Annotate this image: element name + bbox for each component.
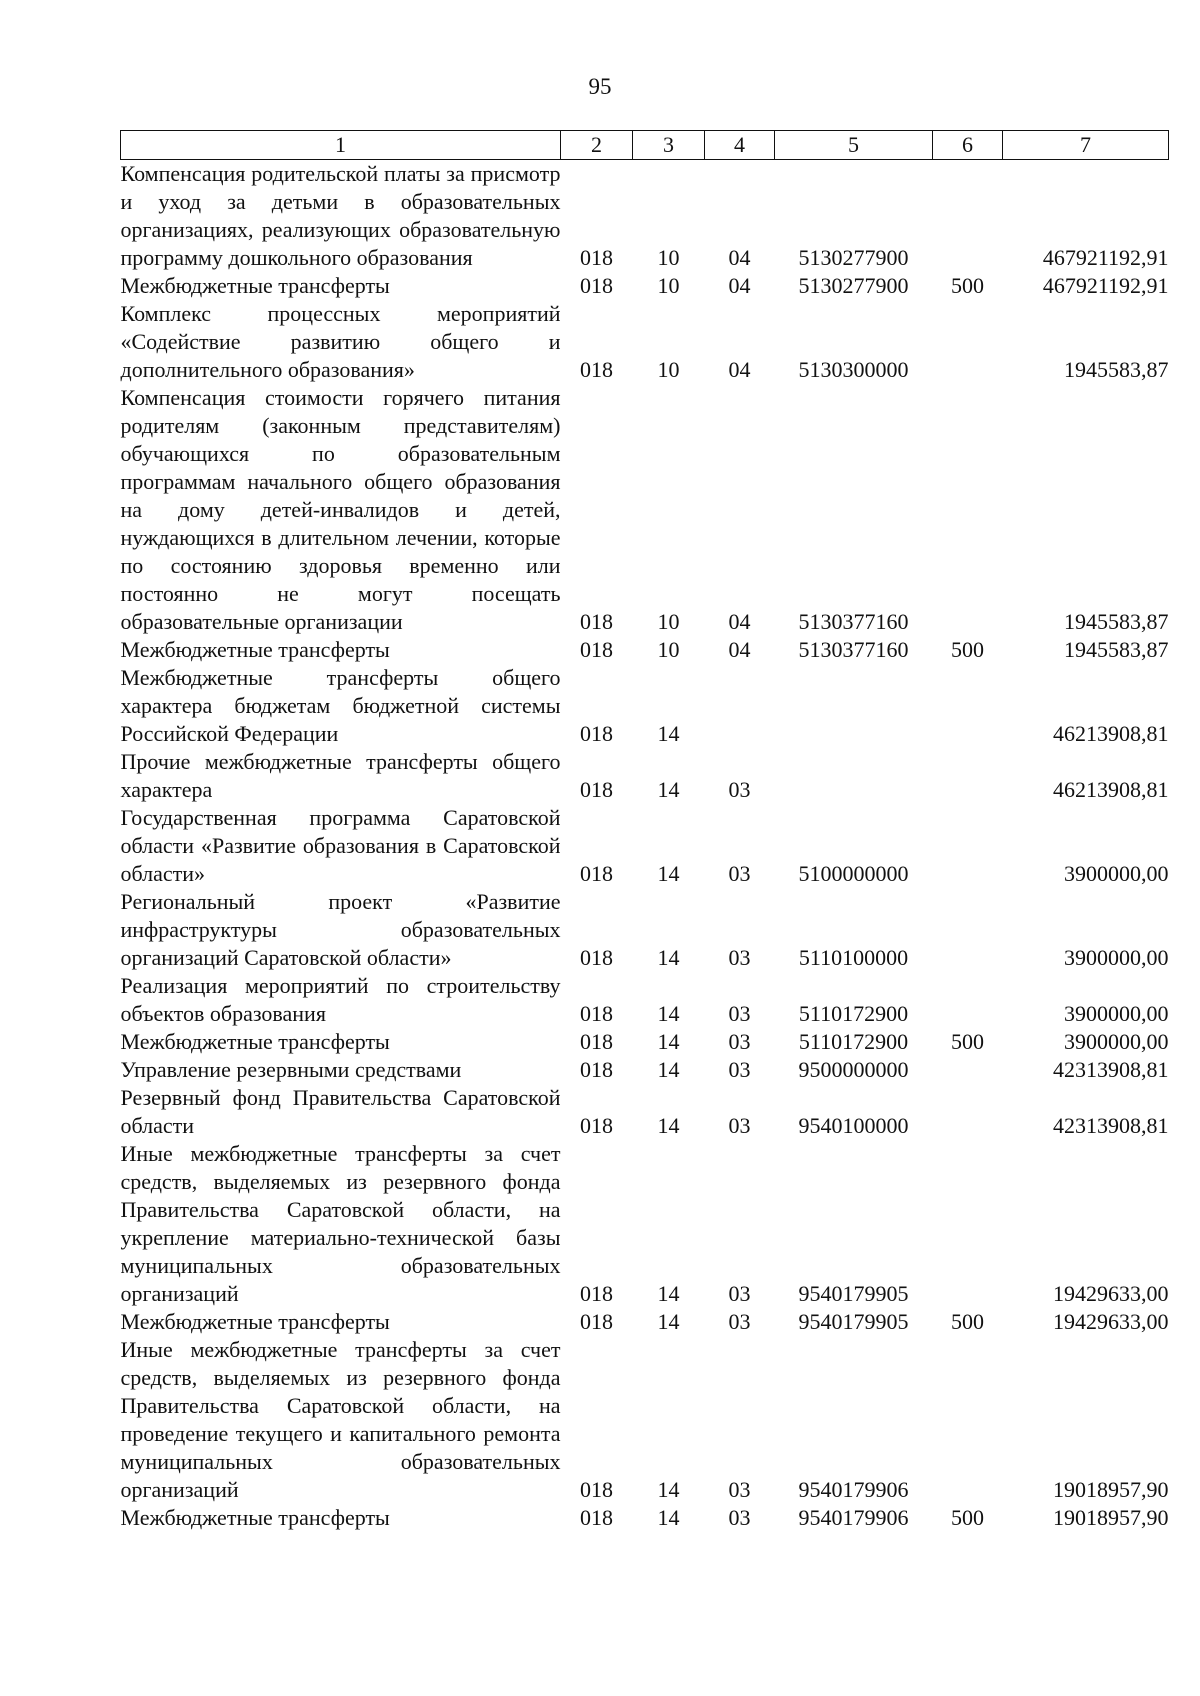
row-name: Комплекс процессных мероприятий «Содействие развитию общего и дополнительного образования» (120, 301, 561, 382)
row-amount: 19429633,00 (1053, 1281, 1169, 1306)
row-section-code: 14 (657, 1477, 680, 1502)
row-section-code: 14 (657, 1505, 680, 1530)
row-section-code: 10 (657, 357, 680, 382)
row-expense-type: 500 (951, 273, 984, 298)
row-name: Управление резервными средствами (120, 1057, 462, 1082)
row-name: Компенсация родительской платы за присмотр и уход за детьми в образовательных организациях, реализующих образовательную программу дошкольного образования (120, 161, 561, 270)
row-section-code: 14 (657, 1029, 680, 1054)
row-amount: 19018957,90 (1053, 1505, 1169, 1530)
row-section-code: 14 (657, 721, 680, 746)
row-amount: 3900000,00 (1064, 861, 1169, 886)
row-subsection-code: 03 (728, 777, 751, 802)
row-subsection-code: 03 (728, 945, 751, 970)
row-expense-type (933, 1056, 1003, 1084)
row-target-article: 9540179905 (798, 1281, 909, 1306)
row-section-code: 14 (657, 1113, 680, 1138)
row-expense-type (933, 804, 1003, 888)
row-subsection-code: 04 (728, 357, 751, 382)
table-row (121, 1056, 1169, 1084)
row-name: Иные межбюджетные трансферты за счет средств, выделяемых из резервного фонда Правительства Саратовской области, на укрепление материально-технической базы муниципальных образовательных организаций (120, 1141, 561, 1306)
row-expense-type (933, 664, 1003, 748)
row-subsection-code: 04 (728, 609, 751, 634)
header-col-4: 4 (705, 131, 775, 160)
header-col-2: 2 (561, 131, 633, 160)
row-subsection-code: 03 (728, 1001, 751, 1026)
row-amount: 19018957,90 (1053, 1477, 1169, 1502)
row-subsection-code: 03 (728, 1029, 751, 1054)
header-col-1: 1 (121, 131, 561, 160)
row-amount: 3900000,00 (1064, 1001, 1169, 1026)
row-ved-code: 018 (580, 609, 613, 634)
row-name: Резервный фонд Правительства Саратовской области (120, 1085, 561, 1138)
header-col-3: 3 (633, 131, 705, 160)
row-amount: 1945583,87 (1064, 609, 1169, 634)
row-name: Межбюджетные трансферты (120, 1505, 390, 1530)
table-row (121, 384, 1169, 636)
row-ved-code: 018 (580, 861, 613, 886)
row-name: Иные межбюджетные трансферты за счет средств, выделяемых из резервного фонда Правительства Саратовской области, на проведение текущего и капитального ремонта муниципальных образовательных организаций (120, 1337, 561, 1502)
row-target-article: 5110172900 (798, 1029, 909, 1054)
header-col-5: 5 (775, 131, 933, 160)
row-target-article: 5130277900 (798, 245, 909, 270)
table-row (121, 272, 1169, 300)
table-row (121, 972, 1169, 1028)
table-body (121, 160, 1169, 1533)
row-name: Межбюджетные трансферты общего характера бюджетам бюджетной системы Российской Федерации (120, 665, 561, 746)
row-name: Межбюджетные трансферты (120, 273, 390, 298)
row-section-code: 14 (657, 777, 680, 802)
row-subsection-code: 03 (728, 1309, 751, 1334)
row-expense-type (933, 384, 1003, 636)
row-subsection-code: 03 (728, 1057, 751, 1082)
row-ved-code: 018 (580, 1029, 613, 1054)
row-ved-code: 018 (580, 273, 613, 298)
row-target-article: 5130377160 (798, 609, 909, 634)
row-target-article (775, 748, 933, 804)
table-row (121, 1308, 1169, 1336)
row-name: Государственная программа Саратовской области «Развитие образования в Саратовской области» (120, 805, 561, 886)
row-section-code: 14 (657, 945, 680, 970)
row-expense-type: 500 (951, 1309, 984, 1334)
row-expense-type (933, 1084, 1003, 1140)
row-amount: 42313908,81 (1053, 1113, 1169, 1138)
row-subsection-code: 04 (728, 245, 751, 270)
row-name: Реализация мероприятий по строительству объектов образования (120, 973, 561, 1026)
row-ved-code: 018 (580, 637, 613, 662)
table-row (121, 1028, 1169, 1056)
row-target-article: 5130300000 (798, 357, 909, 382)
table-row (121, 636, 1169, 664)
row-target-article: 9540179906 (798, 1505, 909, 1530)
row-expense-type: 500 (951, 637, 984, 662)
row-target-article: 9540179905 (798, 1309, 909, 1334)
row-target-article: 9540179906 (798, 1477, 909, 1502)
row-section-code: 14 (657, 1001, 680, 1026)
row-amount: 3900000,00 (1064, 945, 1169, 970)
row-ved-code: 018 (580, 357, 613, 382)
table-row (121, 300, 1169, 384)
row-amount: 1945583,87 (1064, 637, 1169, 662)
row-ved-code: 018 (580, 1477, 613, 1502)
row-ved-code: 018 (580, 1113, 613, 1138)
row-ved-code: 018 (580, 945, 613, 970)
table-row (121, 1084, 1169, 1140)
row-target-article (775, 664, 933, 748)
row-name: Межбюджетные трансферты (120, 1029, 390, 1054)
table-row (121, 664, 1169, 748)
row-section-code: 10 (657, 245, 680, 270)
row-subsection-code: 03 (728, 1477, 751, 1502)
row-amount: 1945583,87 (1064, 357, 1169, 382)
row-expense-type (933, 1140, 1003, 1308)
row-name: Межбюджетные трансферты (120, 1309, 390, 1334)
row-expense-type (933, 748, 1003, 804)
row-subsection-code: 04 (728, 637, 751, 662)
row-target-article: 9540100000 (798, 1113, 909, 1138)
row-target-article: 5110100000 (798, 945, 909, 970)
row-section-code: 14 (657, 1281, 680, 1306)
row-section-code: 10 (657, 609, 680, 634)
row-target-article: 5130377160 (798, 637, 909, 662)
row-subsection-code: 03 (728, 1281, 751, 1306)
row-amount: 46213908,81 (1053, 777, 1169, 802)
row-target-article: 5110172900 (798, 1001, 909, 1026)
row-ved-code: 018 (580, 1057, 613, 1082)
page-number: 95 (588, 74, 612, 99)
row-expense-type (933, 300, 1003, 384)
row-name: Прочие межбюджетные трансферты общего характера (120, 749, 561, 802)
row-expense-type: 500 (951, 1029, 984, 1054)
row-expense-type (933, 160, 1003, 273)
table-row (121, 804, 1169, 888)
row-amount: 42313908,81 (1053, 1057, 1169, 1082)
row-ved-code: 018 (580, 1001, 613, 1026)
row-expense-type (933, 972, 1003, 1028)
row-section-code: 10 (657, 637, 680, 662)
header-col-6: 6 (933, 131, 1003, 160)
row-name: Региональный проект «Развитие инфраструктуры образовательных организаций Саратовской области» (120, 889, 561, 970)
row-subsection-code: 04 (728, 273, 751, 298)
table-row (121, 1140, 1169, 1308)
row-section-code: 10 (657, 273, 680, 298)
row-section-code: 14 (657, 1309, 680, 1334)
budget-table (120, 130, 1169, 1532)
row-expense-type: 500 (951, 1505, 984, 1530)
table-row (121, 888, 1169, 972)
row-amount: 467921192,91 (1042, 273, 1169, 298)
row-target-article: 5130277900 (798, 273, 909, 298)
table-row (121, 1336, 1169, 1504)
row-amount: 3900000,00 (1064, 1029, 1169, 1054)
row-section-code: 14 (657, 1057, 680, 1082)
row-amount: 46213908,81 (1053, 721, 1169, 746)
row-ved-code: 018 (580, 777, 613, 802)
row-name: Компенсация стоимости горячего питания родителям (законным представителям) обучающихся по образовательным программам начального общего образования на дому детей-инвалидов и детей, нуждающихся в длительном лечении, которые по состоянию здоровья временно или постоянно не могут посещать образовательные организации (120, 385, 561, 634)
row-ved-code: 018 (580, 1505, 613, 1530)
table-row (121, 1504, 1169, 1532)
row-subsection-code: 03 (728, 1505, 751, 1530)
row-ved-code: 018 (580, 1281, 613, 1306)
row-subsection-code (705, 664, 775, 748)
row-amount: 19429633,00 (1053, 1309, 1169, 1334)
row-expense-type (933, 888, 1003, 972)
row-ved-code: 018 (580, 721, 613, 746)
row-expense-type (933, 1336, 1003, 1504)
row-name: Межбюджетные трансферты (120, 637, 390, 662)
row-amount: 467921192,91 (1042, 245, 1169, 270)
row-subsection-code: 03 (728, 861, 751, 886)
table-header-row (121, 131, 1169, 160)
row-target-article: 5100000000 (798, 861, 909, 886)
row-section-code: 14 (657, 861, 680, 886)
row-target-article: 9500000000 (798, 1057, 909, 1082)
table-row (121, 748, 1169, 804)
row-ved-code: 018 (580, 1309, 613, 1334)
row-ved-code: 018 (580, 245, 613, 270)
header-col-7: 7 (1003, 131, 1169, 160)
table-row (121, 160, 1169, 273)
row-subsection-code: 03 (728, 1113, 751, 1138)
